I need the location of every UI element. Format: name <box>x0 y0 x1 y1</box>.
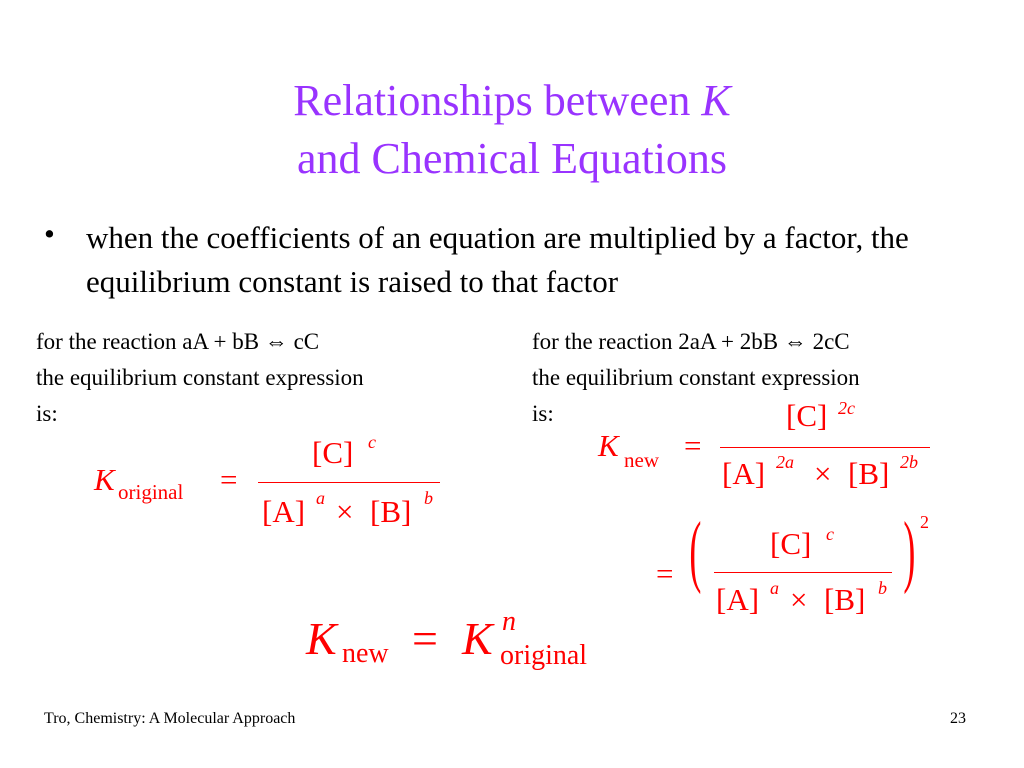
left-reaction: aA + bB ⇔ cC <box>182 329 320 354</box>
left-paren: ( <box>689 507 702 595</box>
denominator-b-exp-2b: 2b <box>900 452 918 472</box>
times-sign-2: × <box>790 582 808 617</box>
page-number: 23 <box>950 710 966 727</box>
slide-title <box>0 72 1024 188</box>
left-line-3: is: <box>36 401 58 426</box>
equals-sign: = <box>220 462 238 497</box>
fraction-line <box>258 482 440 483</box>
left-column-text <box>36 324 496 432</box>
right-line-2: the equilibrium constant expression <box>532 365 860 390</box>
numerator-exp-2c: 2c <box>838 398 855 418</box>
outer-exponent: 2 <box>920 512 929 532</box>
equals-sign-1: = <box>684 428 702 463</box>
denominator-a: [A] <box>262 494 306 529</box>
fraction-line-1 <box>720 447 930 448</box>
bullet-marker: • <box>44 216 55 251</box>
numerator-exp-sq: c <box>826 524 834 544</box>
result-k-new: K <box>306 613 337 664</box>
right-column-text <box>532 324 992 432</box>
result-exponent-n: n <box>502 606 516 637</box>
right-line-3: is: <box>532 401 554 426</box>
denominator-b-exp-sq: b <box>878 578 887 598</box>
denominator-b-sq: [B] <box>824 582 866 617</box>
title-line-1: Relationships between K <box>293 76 731 125</box>
result-k-original-sub: original <box>500 640 588 671</box>
denominator-a-exp: a <box>316 488 325 508</box>
k-symbol: K <box>94 462 115 497</box>
numerator-c: [C] <box>312 435 354 470</box>
numerator-exp: c <box>368 432 376 452</box>
k-new-symbol: K <box>598 428 619 463</box>
right-reaction-line: for the reaction 2aA + 2bB ⇔ 2cC <box>532 329 850 354</box>
denominator-a-exp-sq: a <box>770 578 779 598</box>
denominator-b-exp: b <box>424 488 433 508</box>
numerator-c-sq: [C] <box>770 526 812 561</box>
denominator-b: [B] <box>370 494 412 529</box>
denominator-a-sq: [A] <box>716 582 760 617</box>
times-sign-1: × <box>814 456 832 491</box>
result-k-original: K <box>462 613 493 664</box>
numerator-c-2c: [C] <box>786 398 828 433</box>
equals-sign-2: = <box>656 556 674 591</box>
k-new-subscript: new <box>624 448 659 472</box>
right-paren: ) <box>903 507 916 595</box>
result-equals: = <box>412 613 438 664</box>
result-k-new-sub: new <box>342 638 389 669</box>
denominator-b-2b: [B] <box>848 456 890 491</box>
footer-source: Tro, Chemistry: A Molecular Approach <box>44 710 296 727</box>
times-sign: × <box>336 494 354 529</box>
k-subscript: original <box>118 480 184 504</box>
denominator-a-exp-2a: 2a <box>776 452 794 472</box>
right-reaction: 2aA + 2bB ⇔ 2cC <box>678 329 850 354</box>
denominator-a-2a: [A] <box>722 456 766 491</box>
left-line-2: the equilibrium constant expression <box>36 365 364 390</box>
bullet-text: when the coefficients of an equation are multiplied by a factor, the equilibrium constant is raised to that factor <box>86 220 909 299</box>
title-line-2: and Chemical Equations <box>296 134 728 183</box>
left-reaction-line: for the reaction aA + bB ⇔ cC <box>36 329 320 354</box>
fraction-line-2 <box>714 572 892 573</box>
